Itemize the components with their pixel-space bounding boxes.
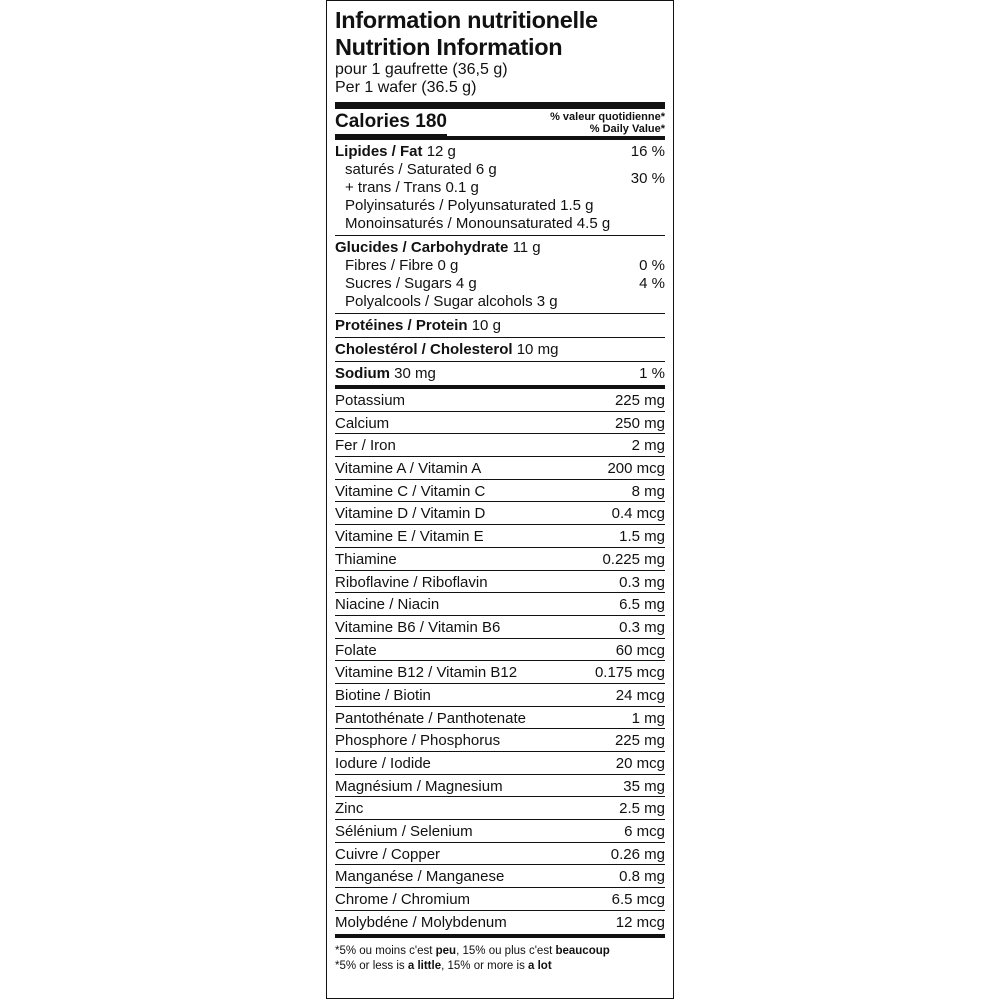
sodium-label: Sodium [335,365,390,382]
micronutrient-amount: 12 mcg [615,913,665,931]
micronutrient-row [335,548,665,571]
micronutrient-row [335,412,665,435]
label-content [335,7,665,974]
sodium-daily-value: 1 % [639,365,665,382]
sugars-row [335,275,665,293]
micronutrient-amount: 0.3 mg [619,573,665,591]
micronutrient-amount: 6 mcg [624,823,665,841]
micronutrient-name: Magnésium / Magnesium [335,777,503,795]
fat-amount: 12 g [426,143,456,160]
micronutrient-amount: 0.225 mg [602,550,665,568]
saturated-fat: saturés / Saturated 6 g [345,161,497,178]
cholesterol-amount: 10 mg [516,341,559,358]
micronutrient-row [335,502,665,525]
micronutrient-name: Vitamine A / Vitamin A [335,460,482,478]
sugar-alcohols-row [335,293,665,311]
footnote-french: *5% ou moins c'est peu, 15% ou plus c'est beaucoup [335,944,610,957]
micronutrient-row [335,616,665,639]
micronutrient-name: Vitamine B12 / Vitamin B12 [335,664,518,682]
micronutrient-row [335,480,665,503]
micronutrient-row [335,865,665,888]
micronutrient-name: Vitamine C / Vitamin C [335,482,486,500]
sodium-row [335,362,665,385]
micronutrient-row [335,888,665,911]
micronutrient-name: Potassium [335,392,406,409]
micronutrient-amount: 1.5 mg [619,528,665,546]
micronutrient-amount: 225 mg [614,732,665,750]
micronutrient-row [335,843,665,866]
micronutrient-amount: 0.8 mg [619,868,665,886]
micronutrient-amount: 200 mcg [607,460,665,478]
cholesterol-row [335,338,665,361]
carbohydrate-section [335,236,665,313]
sugars-daily-value: 4 % [639,275,665,292]
divider-thick [335,102,665,109]
micronutrient-amount: 24 mcg [615,686,665,704]
micronutrient-amount: 6.5 mcg [611,891,665,909]
protein-label: Protéines / Protein [335,317,468,334]
calories-row [335,109,665,136]
micronutrient-name: Zinc [335,800,364,818]
micronutrient-row [335,707,665,730]
micronutrient-amount: 8 mg [631,482,665,500]
micronutrient-amount: 225 mg [614,392,665,409]
calories-underline [335,134,447,136]
micronutrient-amount: 0.3 mg [619,618,665,636]
monounsaturated-row [335,215,665,233]
micronutrient-name: Molybdéne / Molybdenum [335,913,507,931]
micronutrient-name: Folate [335,641,377,659]
sugar-alcohols: Polyalcools / Sugar alcohols 3 g [345,293,558,310]
micronutrient-row [335,457,665,480]
serving-size-english: Per 1 wafer (36.5 g) [335,79,477,96]
sodium-amount: 30 mg [394,365,436,382]
micronutrient-amount: 60 mcg [615,641,665,659]
micronutrient-row [335,729,665,752]
micronutrient-name: Vitamine D / Vitamin D [335,505,486,523]
protein-row [335,314,665,337]
footnote [335,938,665,974]
daily-value-header-french: % valeur quotidienne* [550,111,665,123]
sugars: Sucres / Sugars 4 g [345,275,477,292]
micronutrient-amount: 6.5 mg [619,596,665,614]
micronutrient-row [335,571,665,594]
polyunsaturated-row [335,197,665,215]
fibre-daily-value: 0 % [639,257,665,274]
micronutrient-row [335,639,665,662]
micronutrient-row [335,775,665,798]
micronutrient-row [335,797,665,820]
saturated-trans-daily-value: 30 % [630,170,665,187]
footnote-english: *5% or less is a little, 15% or more is a lot [335,959,552,972]
micronutrient-amount: 0.175 mcg [594,664,665,682]
micronutrient-name: Vitamine E / Vitamin E [335,528,484,546]
fibre-row [335,257,665,275]
micronutrient-name: Cuivre / Copper [335,845,441,863]
micronutrient-row [335,593,665,616]
micronutrient-amount: 0.4 mcg [611,505,665,523]
nutrition-facts-label [326,0,674,999]
serving-size-french: pour 1 gaufrette (36,5 g) [335,61,508,78]
fat-daily-value: 16 % [630,143,665,160]
cholesterol-label: Cholestérol / Cholesterol [335,341,513,358]
fibre: Fibres / Fibre 0 g [345,257,459,274]
micronutrient-amount: 0.26 mg [610,845,665,863]
trans-fat: + trans / Trans 0.1 g [345,179,479,196]
calories: Calories 180 [335,111,447,132]
fat-label: Lipides / Fat [335,143,423,160]
title-english: Nutrition Information [335,34,563,60]
micronutrient-row [335,752,665,775]
monounsaturated-fat: Monoinsaturés / Monounsaturated 4.5 g [345,215,611,232]
micronutrient-name: Pantothénate / Panthotenate [335,709,526,727]
carbohydrate-amount: 11 g [512,239,541,256]
micronutrient-name: Fer / Iron [335,437,396,455]
protein-amount: 10 g [471,317,501,334]
micronutrient-amount: 250 mg [614,414,665,432]
micronutrient-name: Sélénium / Selenium [335,823,473,841]
micronutrient-row [335,389,665,412]
micronutrient-list [335,389,665,934]
micronutrient-row [335,911,665,934]
micronutrient-name: Iodure / Iodide [335,755,431,772]
micronutrient-row [335,661,665,684]
micronutrient-name: Chrome / Chromium [335,891,471,909]
micronutrient-name: Vitamine B6 / Vitamin B6 [335,618,501,636]
micronutrient-amount: 35 mg [623,777,665,795]
carbohydrate-label: Glucides / Carbohydrate [335,239,509,256]
micronutrient-amount: 2.5 mg [619,800,665,818]
micronutrient-amount: 2 mg [631,437,665,455]
micronutrient-name: Biotine / Biotin [335,686,431,704]
micronutrient-name: Calcium [335,414,390,432]
micronutrient-name: Riboflavine / Riboflavin [335,573,488,591]
micronutrient-amount: 1 mg [631,709,665,727]
carbohydrate-row [335,239,665,257]
saturated-trans-block [335,161,665,197]
daily-value-header-english: % Daily Value* [589,123,665,135]
micronutrient-row [335,525,665,548]
title-french: Information nutritionelle [335,7,598,33]
polyunsaturated-fat: Polyinsaturés / Polyunsaturated 1.5 g [345,197,594,214]
micronutrient-name: Manganése / Manganese [335,868,505,886]
micronutrient-row [335,820,665,843]
micronutrient-name: Niacine / Niacin [335,596,440,614]
micronutrient-row [335,684,665,707]
fat-section [335,140,665,235]
micronutrient-name: Phosphore / Phosphorus [335,732,501,750]
fat-row [335,143,665,161]
micronutrient-row [335,434,665,457]
micronutrient-name: Thiamine [335,550,397,568]
micronutrient-amount: 20 mcg [615,755,665,772]
daily-value-header [550,109,665,135]
